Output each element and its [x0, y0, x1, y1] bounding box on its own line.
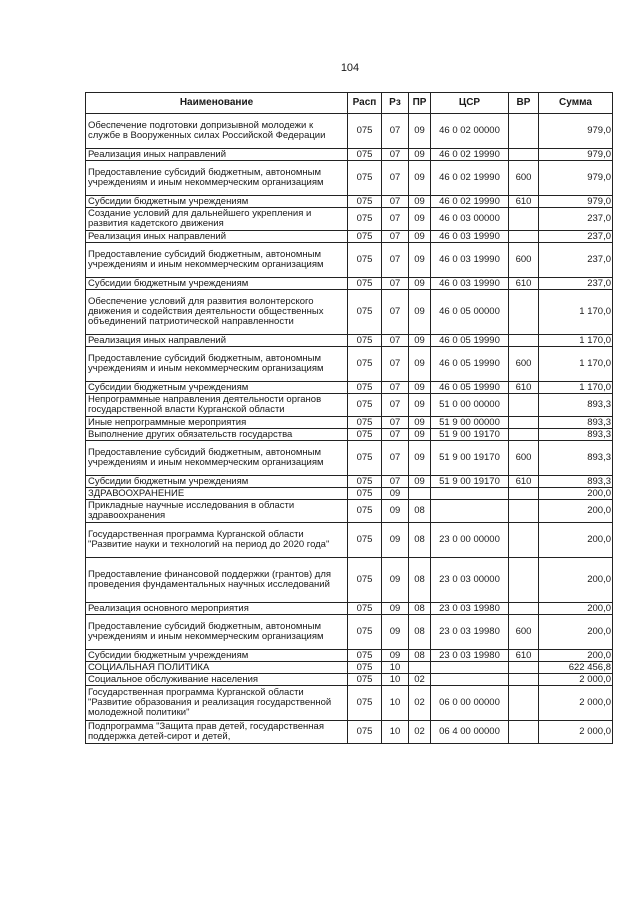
cell-name: Субсидии бюджетным учреждениям — [86, 650, 348, 662]
table-row — [86, 394, 613, 417]
cell-pr: 08 — [409, 603, 431, 615]
cell-csr: 23 0 03 00000 — [431, 558, 509, 603]
table-row — [86, 149, 613, 161]
table-row — [86, 686, 613, 721]
cell-name: Предоставление субсидий бюджетным, автономным учреждениям и иным некоммерческим организациям — [86, 243, 348, 278]
cell-rasp: 075 — [348, 721, 382, 744]
cell-rz: 07 — [382, 417, 409, 429]
cell-pr: 02 — [409, 686, 431, 721]
header-sum: Сумма — [539, 93, 613, 114]
cell-rz: 07 — [382, 149, 409, 161]
cell-pr: 09 — [409, 476, 431, 488]
header-name: Наименование — [86, 93, 348, 114]
cell-rz: 07 — [382, 441, 409, 476]
cell-vr: 610 — [509, 196, 539, 208]
cell-csr: 46 0 05 00000 — [431, 290, 509, 335]
cell-rz: 07 — [382, 231, 409, 243]
cell-sum: 979,0 — [539, 196, 613, 208]
cell-vr: 600 — [509, 161, 539, 196]
cell-pr: 09 — [409, 161, 431, 196]
cell-sum: 200,0 — [539, 558, 613, 603]
budget-table — [85, 92, 613, 744]
cell-sum: 237,0 — [539, 208, 613, 231]
cell-rasp: 075 — [348, 615, 382, 650]
cell-csr: 46 0 03 19990 — [431, 278, 509, 290]
cell-rasp: 075 — [348, 243, 382, 278]
cell-pr: 08 — [409, 615, 431, 650]
table-row — [86, 161, 613, 196]
cell-vr — [509, 721, 539, 744]
cell-rasp: 075 — [348, 441, 382, 476]
cell-sum: 2 000,0 — [539, 674, 613, 686]
cell-vr: 600 — [509, 441, 539, 476]
cell-rz: 07 — [382, 382, 409, 394]
cell-rasp: 075 — [348, 603, 382, 615]
cell-csr: 23 0 00 00000 — [431, 523, 509, 558]
page-number: 104 — [340, 62, 360, 74]
cell-sum: 237,0 — [539, 278, 613, 290]
header-pr: ПР — [409, 93, 431, 114]
table-row — [86, 721, 613, 744]
table-row — [86, 441, 613, 476]
cell-csr: 46 0 05 19990 — [431, 347, 509, 382]
cell-rz: 07 — [382, 161, 409, 196]
cell-rz: 07 — [382, 476, 409, 488]
cell-rasp: 075 — [348, 290, 382, 335]
cell-rasp: 075 — [348, 674, 382, 686]
cell-csr: 46 0 05 19990 — [431, 335, 509, 347]
cell-name: Субсидии бюджетным учреждениям — [86, 476, 348, 488]
cell-name: Предоставление финансовой поддержки (грантов) для проведения фундаментальных научных исследований — [86, 558, 348, 603]
cell-name: Субсидии бюджетным учреждениям — [86, 382, 348, 394]
cell-pr: 09 — [409, 394, 431, 417]
cell-rz: 10 — [382, 686, 409, 721]
cell-pr: 08 — [409, 523, 431, 558]
table-row — [86, 476, 613, 488]
table-row — [86, 615, 613, 650]
cell-name: Создание условий для дальнейшего укрепления и развития кадетского движения — [86, 208, 348, 231]
cell-rz: 09 — [382, 603, 409, 615]
cell-rasp: 075 — [348, 650, 382, 662]
cell-sum: 237,0 — [539, 243, 613, 278]
cell-vr — [509, 417, 539, 429]
cell-rz: 07 — [382, 208, 409, 231]
cell-vr — [509, 603, 539, 615]
cell-csr — [431, 662, 509, 674]
cell-rasp: 075 — [348, 114, 382, 149]
cell-vr — [509, 662, 539, 674]
table-header-row — [86, 93, 613, 114]
cell-vr — [509, 558, 539, 603]
cell-rz: 10 — [382, 674, 409, 686]
cell-pr: 09 — [409, 429, 431, 441]
cell-name: Обеспечение условий для развития волонтерского движения и содействия деятельности общественных объединений патриотической направленности — [86, 290, 348, 335]
header-rasp: Расп — [348, 93, 382, 114]
cell-rasp: 075 — [348, 500, 382, 523]
cell-pr: 09 — [409, 335, 431, 347]
table-row — [86, 208, 613, 231]
table-row — [86, 114, 613, 149]
cell-csr: 51 9 00 00000 — [431, 417, 509, 429]
cell-rasp: 075 — [348, 662, 382, 674]
cell-pr: 09 — [409, 278, 431, 290]
cell-pr: 09 — [409, 417, 431, 429]
cell-rz: 09 — [382, 650, 409, 662]
cell-csr: 46 0 03 19990 — [431, 231, 509, 243]
table-row — [86, 382, 613, 394]
cell-rasp: 075 — [348, 335, 382, 347]
cell-sum: 200,0 — [539, 523, 613, 558]
cell-name: Непрограммные направления деятельности органов государственной власти Курганской области — [86, 394, 348, 417]
cell-sum: 979,0 — [539, 149, 613, 161]
cell-rasp: 075 — [348, 417, 382, 429]
cell-rasp: 075 — [348, 523, 382, 558]
cell-sum: 1 170,0 — [539, 290, 613, 335]
cell-sum: 200,0 — [539, 603, 613, 615]
table-row — [86, 523, 613, 558]
cell-sum: 2 000,0 — [539, 721, 613, 744]
cell-rasp: 075 — [348, 382, 382, 394]
cell-sum: 893,3 — [539, 429, 613, 441]
cell-csr: 51 9 00 19170 — [431, 429, 509, 441]
cell-sum: 893,3 — [539, 417, 613, 429]
cell-vr — [509, 674, 539, 686]
cell-vr — [509, 686, 539, 721]
cell-sum: 979,0 — [539, 161, 613, 196]
header-csr: ЦСР — [431, 93, 509, 114]
table-row — [86, 231, 613, 243]
cell-pr: 08 — [409, 650, 431, 662]
cell-vr — [509, 335, 539, 347]
cell-rasp: 075 — [348, 488, 382, 500]
cell-name: Реализация основного мероприятия — [86, 603, 348, 615]
table-row — [86, 278, 613, 290]
cell-pr: 08 — [409, 500, 431, 523]
cell-rz: 09 — [382, 488, 409, 500]
cell-sum: 893,3 — [539, 394, 613, 417]
table-row — [86, 650, 613, 662]
cell-rz: 09 — [382, 500, 409, 523]
cell-sum: 979,0 — [539, 114, 613, 149]
cell-rz: 07 — [382, 429, 409, 441]
cell-rz: 10 — [382, 662, 409, 674]
cell-sum: 1 170,0 — [539, 382, 613, 394]
cell-pr — [409, 662, 431, 674]
table-row — [86, 335, 613, 347]
cell-sum: 200,0 — [539, 488, 613, 500]
cell-vr — [509, 208, 539, 231]
cell-pr: 08 — [409, 558, 431, 603]
cell-name: Прикладные научные исследования в области здравоохранения — [86, 500, 348, 523]
cell-csr: 46 0 03 00000 — [431, 208, 509, 231]
cell-rasp: 075 — [348, 476, 382, 488]
cell-pr: 02 — [409, 721, 431, 744]
table-row — [86, 243, 613, 278]
cell-name: Реализация иных направлений — [86, 149, 348, 161]
cell-rz: 07 — [382, 394, 409, 417]
cell-rasp: 075 — [348, 686, 382, 721]
header-rz: Рз — [382, 93, 409, 114]
table-row — [86, 674, 613, 686]
cell-csr: 06 4 00 00000 — [431, 721, 509, 744]
cell-csr: 46 0 02 19990 — [431, 149, 509, 161]
cell-vr — [509, 394, 539, 417]
header-vr: ВР — [509, 93, 539, 114]
cell-rz: 10 — [382, 721, 409, 744]
cell-vr: 600 — [509, 243, 539, 278]
cell-name: Реализация иных направлений — [86, 335, 348, 347]
cell-pr: 09 — [409, 114, 431, 149]
cell-rz: 09 — [382, 558, 409, 603]
cell-rz: 07 — [382, 347, 409, 382]
table-row — [86, 488, 613, 500]
table-row — [86, 429, 613, 441]
cell-rasp: 075 — [348, 347, 382, 382]
cell-csr: 51 0 00 00000 — [431, 394, 509, 417]
cell-csr — [431, 674, 509, 686]
cell-vr: 600 — [509, 347, 539, 382]
cell-csr: 46 0 02 19990 — [431, 161, 509, 196]
cell-csr: 06 0 00 00000 — [431, 686, 509, 721]
cell-name: Подпрограмма "Защита прав детей, государственная поддержка детей-сирот и детей, — [86, 721, 348, 744]
cell-csr — [431, 488, 509, 500]
cell-sum: 893,3 — [539, 441, 613, 476]
cell-name: Предоставление субсидий бюджетным, автономным учреждениям и иным некоммерческим организациям — [86, 441, 348, 476]
cell-name: Выполнение других обязательств государства — [86, 429, 348, 441]
cell-vr — [509, 500, 539, 523]
cell-name: ЗДРАВООХРАНЕНИЕ — [86, 488, 348, 500]
cell-sum: 2 000,0 — [539, 686, 613, 721]
cell-pr: 09 — [409, 441, 431, 476]
cell-name: Предоставление субсидий бюджетным, автономным учреждениям и иным некоммерческим организациям — [86, 347, 348, 382]
cell-sum: 237,0 — [539, 231, 613, 243]
cell-name: Иные непрограммные мероприятия — [86, 417, 348, 429]
cell-rz: 07 — [382, 290, 409, 335]
cell-csr: 23 0 03 19980 — [431, 615, 509, 650]
cell-vr — [509, 290, 539, 335]
cell-sum: 200,0 — [539, 650, 613, 662]
table-row — [86, 662, 613, 674]
cell-csr: 23 0 03 19980 — [431, 603, 509, 615]
cell-name: Субсидии бюджетным учреждениям — [86, 196, 348, 208]
cell-pr: 02 — [409, 674, 431, 686]
cell-vr: 610 — [509, 476, 539, 488]
cell-rasp: 075 — [348, 161, 382, 196]
cell-rz: 07 — [382, 114, 409, 149]
table-row — [86, 417, 613, 429]
cell-sum: 200,0 — [539, 500, 613, 523]
cell-vr: 610 — [509, 278, 539, 290]
cell-rasp: 075 — [348, 196, 382, 208]
cell-vr — [509, 114, 539, 149]
cell-vr — [509, 429, 539, 441]
cell-sum: 200,0 — [539, 615, 613, 650]
cell-vr — [509, 488, 539, 500]
cell-pr: 09 — [409, 347, 431, 382]
table-row — [86, 603, 613, 615]
cell-rasp: 075 — [348, 149, 382, 161]
cell-csr: 23 0 03 19980 — [431, 650, 509, 662]
table-row — [86, 290, 613, 335]
cell-name: Предоставление субсидий бюджетным, автономным учреждениям и иным некоммерческим организациям — [86, 615, 348, 650]
cell-sum: 1 170,0 — [539, 347, 613, 382]
cell-pr: 09 — [409, 231, 431, 243]
cell-csr: 46 0 05 19990 — [431, 382, 509, 394]
cell-vr — [509, 149, 539, 161]
table-row — [86, 196, 613, 208]
cell-csr: 46 0 03 19990 — [431, 243, 509, 278]
cell-pr: 09 — [409, 243, 431, 278]
cell-name: Предоставление субсидий бюджетным, автономным учреждениям и иным некоммерческим организациям — [86, 161, 348, 196]
cell-csr: 51 9 00 19170 — [431, 441, 509, 476]
cell-rz: 07 — [382, 243, 409, 278]
table-row — [86, 558, 613, 603]
cell-csr: 46 0 02 00000 — [431, 114, 509, 149]
cell-rz: 07 — [382, 196, 409, 208]
cell-name: Государственная программа Курганской области "Развитие образования и реализация государственной молодежной политики" — [86, 686, 348, 721]
cell-vr — [509, 231, 539, 243]
cell-name: Социальное обслуживание населения — [86, 674, 348, 686]
cell-rz: 09 — [382, 523, 409, 558]
cell-vr: 610 — [509, 650, 539, 662]
cell-rasp: 075 — [348, 231, 382, 243]
cell-csr — [431, 500, 509, 523]
cell-rasp: 075 — [348, 278, 382, 290]
cell-rz: 07 — [382, 335, 409, 347]
cell-rasp: 075 — [348, 394, 382, 417]
cell-name: Реализация иных направлений — [86, 231, 348, 243]
cell-sum: 893,3 — [539, 476, 613, 488]
cell-rasp: 075 — [348, 208, 382, 231]
cell-vr: 610 — [509, 382, 539, 394]
table-row — [86, 500, 613, 523]
cell-rasp: 075 — [348, 558, 382, 603]
cell-pr — [409, 488, 431, 500]
cell-pr: 09 — [409, 208, 431, 231]
cell-pr: 09 — [409, 382, 431, 394]
cell-sum: 1 170,0 — [539, 335, 613, 347]
cell-rz: 07 — [382, 278, 409, 290]
cell-csr: 51 9 00 19170 — [431, 476, 509, 488]
cell-name: СОЦИАЛЬНАЯ ПОЛИТИКА — [86, 662, 348, 674]
cell-vr: 600 — [509, 615, 539, 650]
cell-name: Государственная программа Курганской области "Развитие науки и технологий на период до 2020 года" — [86, 523, 348, 558]
cell-rasp: 075 — [348, 429, 382, 441]
cell-name: Обеспечение подготовки допризывной молодежи к службе в Вооруженных силах Российской Федерации — [86, 114, 348, 149]
cell-csr: 46 0 02 19990 — [431, 196, 509, 208]
cell-sum: 622 456,8 — [539, 662, 613, 674]
cell-rz: 09 — [382, 615, 409, 650]
cell-pr: 09 — [409, 290, 431, 335]
table-row — [86, 347, 613, 382]
cell-pr: 09 — [409, 196, 431, 208]
cell-name: Субсидии бюджетным учреждениям — [86, 278, 348, 290]
cell-vr — [509, 523, 539, 558]
cell-pr: 09 — [409, 149, 431, 161]
